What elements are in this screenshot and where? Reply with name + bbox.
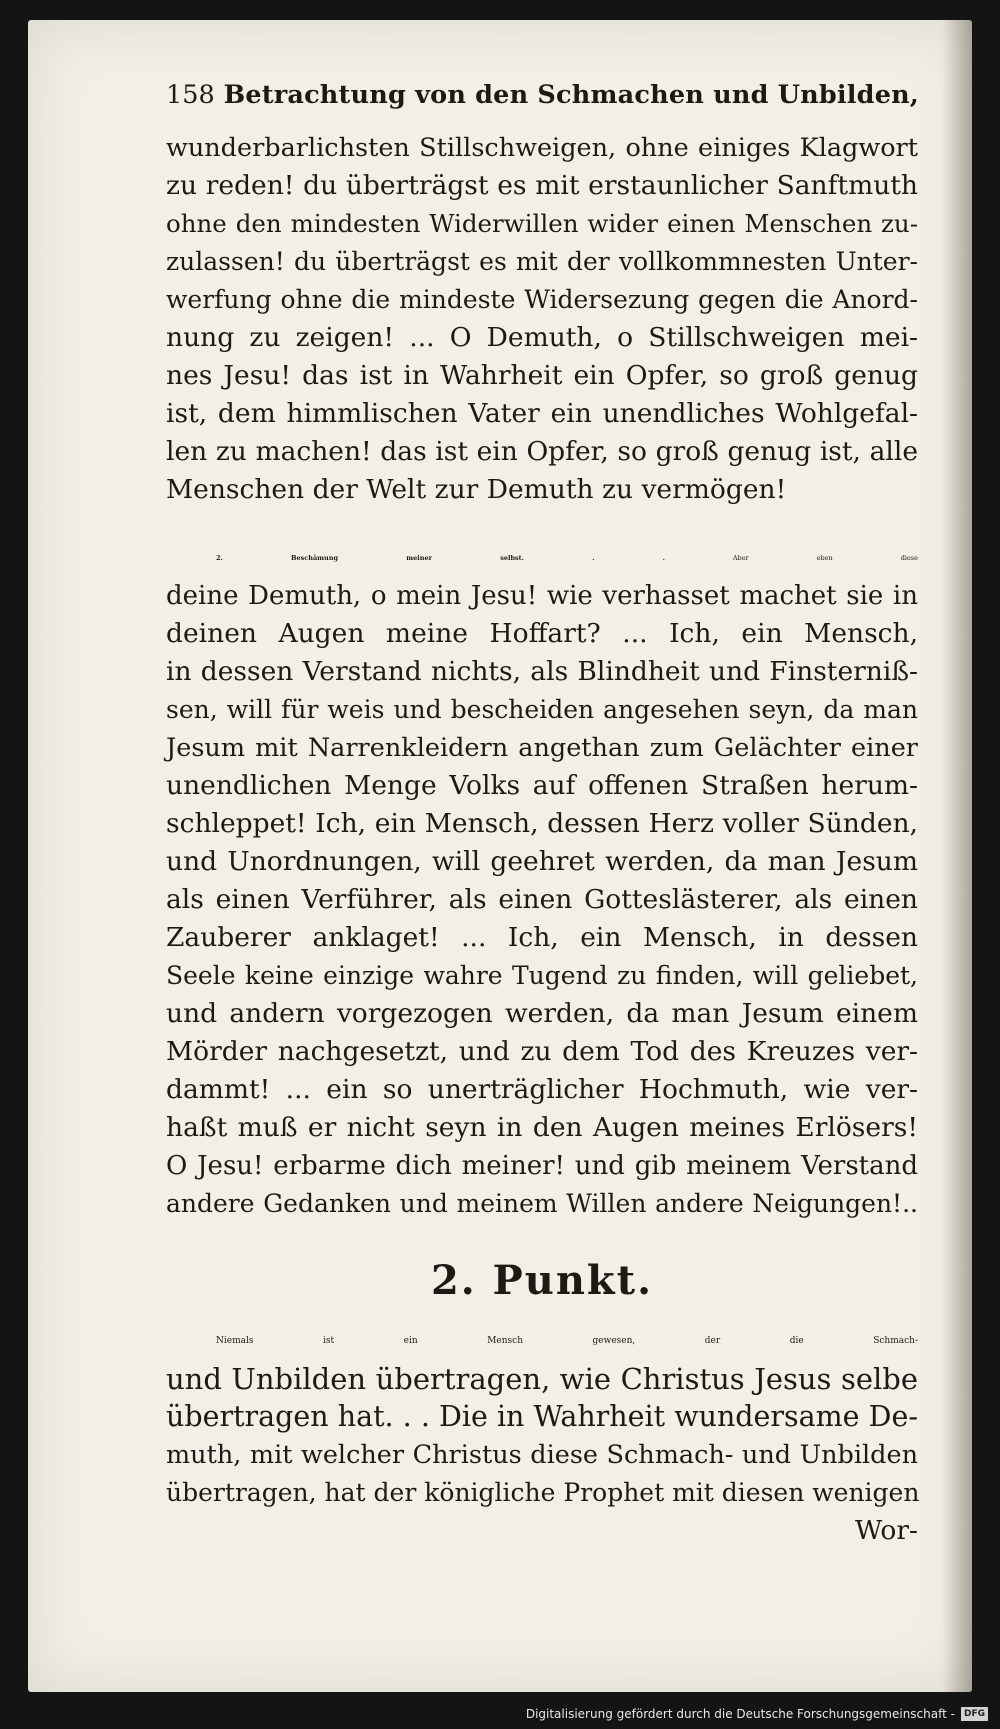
- paragraph-2-line: und Unordnungen, will geehret werden, da man Jesum: [166, 845, 918, 877]
- book-page: [28, 20, 972, 1692]
- paragraph-1-line: wunderbarlichsten Stillschweigen, ohne einiges Klagwort: [166, 132, 918, 163]
- paragraph-2-line: und andern vorgezogen werden, da man Jesum einem: [166, 997, 918, 1029]
- paragraph-2-line: unendlichen Menge Volks auf offenen Straßen herum-: [166, 769, 918, 801]
- paragraph-2-line: deine Demuth, o mein Jesu! wie verhasset machet sie in: [166, 580, 918, 611]
- running-title: Betrachtung von den Schmachen und Unbilden,: [223, 80, 919, 110]
- paragraph-2-line: sen, will für weis und bescheiden angesehen seyn, da man: [166, 694, 918, 724]
- catchword: Wor-: [854, 1514, 918, 1546]
- paragraph-3: [166, 1322, 918, 1512]
- paragraph-2-line: Mörder nachgesetzt, und zu dem Tod des Kreuzes ver-: [166, 1035, 918, 1067]
- paragraph-2-line: Zauberer anklaget! ... Ich, ein Mensch, in dessen: [166, 921, 918, 953]
- paragraph-3-line: übertragen hat. . . Die in Wahrheit wundersame De-: [166, 1399, 918, 1433]
- paragraph-2-line: deinen Augen meine Hoffart? ... Ich, ein Mensch,: [166, 617, 918, 649]
- paragraph-2-line: Seele keine einzige wahre Tugend zu finden, will geliebet,: [166, 960, 918, 990]
- paragraph-3-line: und Unbilden übertragen, wie Christus Jesus selbe: [166, 1361, 918, 1396]
- paragraph-1-line: ist, dem himmlischen Vater ein unendliches Wohlgefal-: [166, 397, 918, 429]
- running-header: [166, 80, 918, 111]
- paragraph-2-line: schleppet! Ich, ein Mensch, dessen Herz voller Sünden,: [166, 807, 918, 839]
- section-title: 2. Punkt.: [430, 1256, 654, 1304]
- paragraph-3-line: übertragen, hat der königliche Prophet mit diesen wenigen: [166, 1477, 920, 1507]
- paragraph-1-line: nes Jesu! das ist in Wahrheit ein Opfer, so groß genug: [166, 359, 918, 391]
- point-heading: 2. Beschämung meiner selbst. . .: [216, 553, 665, 562]
- paragraph-2-first-line: [166, 539, 918, 577]
- paragraph-1-line: len zu machen! das ist ein Opfer, so groß genug ist, alle: [166, 435, 918, 467]
- paragraph-2-line: dammt! ... ein so unerträglicher Hochmuth, wie ver-: [166, 1073, 918, 1105]
- paragraph-1-line: Menschen der Welt zur Demuth zu vermögen!: [166, 473, 787, 505]
- paragraph-spacer: [166, 509, 918, 539]
- paragraph-1-line: zu reden! du überträgst es mit erstaunlicher Sanftmuth: [166, 169, 918, 201]
- paragraph-2-line: in dessen Verstand nichts, als Blindheit und Finsterniß-: [166, 655, 918, 687]
- page-text: [166, 80, 918, 1550]
- paragraph-2-line: andere Gedanken und meinem Willen andere Neigungen!..: [166, 1188, 918, 1218]
- paragraph-1-line: nung zu zeigen! ... O Demuth, o Stillschweigen mei-: [166, 321, 918, 353]
- paragraph-2-line: O Jesu! erbarme dich meiner! und gib meinem Verstand: [166, 1150, 918, 1181]
- digitization-footer: [0, 1699, 1000, 1729]
- paragraph-1-line: zulassen! du überträgst es mit der vollkommnesten Unter-: [166, 246, 918, 276]
- paragraph-1-line: ohne den mindesten Widerwillen wider einen Menschen zu-: [166, 208, 918, 238]
- paragraph-2-line: haßt muß er nicht seyn in den Augen meines Erlösers!: [166, 1111, 918, 1143]
- paragraph-3-line: muth, mit welcher Christus diese Schmach- und Unbilden: [166, 1439, 918, 1470]
- paragraph-3-line: Niemals ist ein Mensch gewesen, der die Schmach-: [216, 1335, 918, 1346]
- page-number: 158: [166, 80, 215, 110]
- page-edge-shadow: [942, 20, 972, 1692]
- paragraph-2-line: als einen Verführer, als einen Gotteslästerer, als einen: [166, 883, 918, 915]
- paragraph-2-lines: [166, 577, 918, 1223]
- paragraph-1: [166, 129, 918, 509]
- paragraph-2: [166, 539, 918, 1223]
- paragraph-2-first-text: Aber eben diese: [732, 553, 918, 562]
- dfg-logo: DFG: [961, 1707, 988, 1721]
- paragraph-1-line: werfung ohne die mindeste Widersezung gegen die Anord-: [166, 284, 918, 314]
- funding-credit: Digitalisierung gefördert durch die Deutsche Forschungsgemeinschaft -: [525, 1707, 955, 1721]
- paragraph-2-line: Jesum mit Narrenkleidern angethan zum Gelächter einer: [166, 732, 918, 763]
